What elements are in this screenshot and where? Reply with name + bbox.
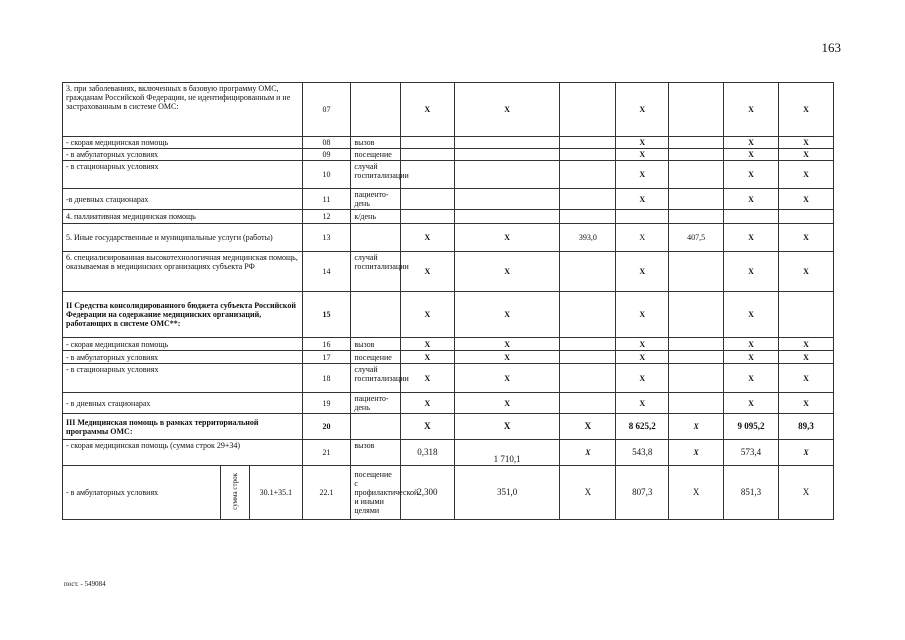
row-name: - в амбулаторных условиях [63, 351, 303, 364]
program-table [62, 82, 834, 520]
cell-value: X [400, 292, 454, 338]
cell-value: X [778, 149, 833, 161]
cell-value [454, 161, 560, 189]
row-name: - в амбулаторных условиях [63, 466, 221, 520]
cell-value: X [778, 351, 833, 364]
row-unit: пациенто-день [351, 189, 401, 210]
cell-value: 0,318 [400, 440, 454, 466]
cell-value [616, 210, 669, 224]
cell-value: X [616, 224, 669, 252]
cell-value: 9 095,2 [724, 414, 779, 440]
table-row [63, 414, 834, 440]
table-row [63, 252, 834, 292]
row-name: - скорая медицинская помощь [63, 338, 303, 351]
cell-value [669, 364, 724, 393]
cell-value: X [454, 252, 560, 292]
cell-value [778, 210, 833, 224]
row-number: 12 [302, 210, 351, 224]
cell-value: 573,4 [724, 440, 779, 466]
cell-value: X [400, 364, 454, 393]
cell-value: X [400, 252, 454, 292]
cell-value [560, 210, 616, 224]
cell-value: X [400, 393, 454, 414]
cell-value: 543,8 [616, 440, 669, 466]
cell-value: X [454, 364, 560, 393]
row-name: - скорая медицинская помощь [63, 137, 303, 149]
cell-value: 2,300 [400, 466, 454, 520]
cell-value [669, 338, 724, 351]
cell-value: X [616, 364, 669, 393]
row-unit: вызов [351, 137, 401, 149]
cell-value [454, 149, 560, 161]
row-unit: посещение [351, 149, 401, 161]
cell-value [560, 161, 616, 189]
cell-value [560, 149, 616, 161]
row-unit: вызов [351, 440, 401, 466]
cell-value: X [778, 338, 833, 351]
row-number: 19 [302, 393, 351, 414]
cell-value: X [724, 338, 779, 351]
row-unit: к/день [351, 210, 401, 224]
cell-value: X [778, 83, 833, 137]
cell-value: X [616, 83, 669, 137]
cell-value [454, 137, 560, 149]
row-unit [351, 414, 401, 440]
table-row [63, 338, 834, 351]
footer-code: пост. - 549084 [64, 580, 106, 588]
cell-value [669, 252, 724, 292]
cell-value: 351,0 [454, 466, 560, 520]
cell-value [669, 149, 724, 161]
table-row [63, 351, 834, 364]
cell-value [778, 292, 833, 338]
cell-value: X [778, 466, 833, 520]
cell-value: X [400, 83, 454, 137]
cell-value: X [778, 137, 833, 149]
row-unit: случай госпитализации [351, 252, 401, 292]
row-name: III Медицинская помощь в рамках территориальной программы ОМС: [63, 414, 303, 440]
row-formula: 30.1+35.1 [249, 466, 302, 520]
row-name: - в амбулаторных условиях [63, 149, 303, 161]
row-unit: вызов [351, 338, 401, 351]
cell-value: X [724, 351, 779, 364]
cell-value: X [669, 440, 724, 466]
table-row [63, 189, 834, 210]
cell-value: 807,3 [616, 466, 669, 520]
row-number: 13 [302, 224, 351, 252]
cell-value: X [778, 440, 833, 466]
cell-value: X [454, 83, 560, 137]
row-name: 3. при заболеваниях, включенных в базовую программу ОМС, гражданам Российской Федерации, не идентифицированным и не застрахованным в системе ОМС: [63, 83, 303, 137]
cell-value: X [724, 364, 779, 393]
table-row [63, 210, 834, 224]
row-name: -в дневных стационарах [63, 189, 303, 210]
cell-value: X [778, 189, 833, 210]
cell-value: 393,0 [560, 224, 616, 252]
cell-value: X [454, 414, 560, 440]
table-row [63, 161, 834, 189]
row-name: - скорая медицинская помощь (сумма строк 29+34) [63, 440, 303, 466]
cell-value [669, 189, 724, 210]
cell-value: X [560, 466, 616, 520]
cell-value: 8 625,2 [616, 414, 669, 440]
table-row [63, 149, 834, 161]
row-number: 20 [302, 414, 351, 440]
row-unit: посещение с профилактической и иными целями [351, 466, 401, 520]
row-number: 10 [302, 161, 351, 189]
cell-value: 1 710,1 [454, 440, 560, 466]
row-name: - в стационарных условиях [63, 161, 303, 189]
cell-value: X [724, 83, 779, 137]
cell-value [560, 364, 616, 393]
cell-value: X [724, 292, 779, 338]
cell-value [669, 161, 724, 189]
cell-value: X [616, 149, 669, 161]
vertical-label: сумма строк [230, 473, 239, 510]
cell-value: X [724, 189, 779, 210]
row-number: 11 [302, 189, 351, 210]
row-number: 17 [302, 351, 351, 364]
cell-value: X [669, 414, 724, 440]
row-number: 07 [302, 83, 351, 137]
cell-value: X [724, 224, 779, 252]
row-unit: пациенто-день [351, 393, 401, 414]
cell-value [560, 83, 616, 137]
cell-value [400, 149, 454, 161]
cell-value: X [560, 414, 616, 440]
cell-value [560, 137, 616, 149]
cell-value [724, 210, 779, 224]
cell-value [669, 351, 724, 364]
cell-value [400, 189, 454, 210]
cell-value: X [778, 224, 833, 252]
table-row [63, 83, 834, 137]
cell-value: X [616, 137, 669, 149]
cell-value [454, 189, 560, 210]
cell-value: X [400, 224, 454, 252]
table-row [63, 364, 834, 393]
cell-value: X [454, 292, 560, 338]
cell-value [560, 351, 616, 364]
cell-value: X [669, 466, 724, 520]
cell-value [400, 137, 454, 149]
cell-value: X [616, 338, 669, 351]
cell-value: X [616, 252, 669, 292]
cell-value: X [454, 224, 560, 252]
row-number: 21 [302, 440, 351, 466]
table-row [63, 137, 834, 149]
row-unit: случай госпитализации [351, 364, 401, 393]
cell-value: X [778, 364, 833, 393]
cell-value: X [616, 189, 669, 210]
row-number: 15 [302, 292, 351, 338]
row-name: 5. Иные государственные и муниципальные услуги (работы) [63, 224, 303, 252]
row-unit: посещение [351, 351, 401, 364]
cell-value [669, 83, 724, 137]
cell-value: X [778, 161, 833, 189]
cell-value: X [724, 137, 779, 149]
cell-value: X [724, 393, 779, 414]
cell-value [669, 292, 724, 338]
row-number: 08 [302, 137, 351, 149]
cell-value: X [400, 338, 454, 351]
cell-value: X [454, 351, 560, 364]
cell-value [560, 292, 616, 338]
table-row [63, 466, 834, 520]
cell-value [669, 210, 724, 224]
table-row [63, 292, 834, 338]
cell-value: X [616, 161, 669, 189]
cell-value [400, 210, 454, 224]
cell-value: 407,5 [669, 224, 724, 252]
row-name: 6. специализированная высокотехнологичная медицинская помощь, оказываемая в медицинских организациях субъекта РФ [63, 252, 303, 292]
page-number: 163 [821, 40, 841, 55]
table-row [63, 393, 834, 414]
cell-value [669, 393, 724, 414]
cell-value: 851,3 [724, 466, 779, 520]
row-name: 4. паллиативная медицинская помощь [63, 210, 303, 224]
row-number: 14 [302, 252, 351, 292]
cell-value: 89,3 [778, 414, 833, 440]
cell-value [560, 252, 616, 292]
row-name: - в дневных стационарах [63, 393, 303, 414]
cell-value [560, 338, 616, 351]
cell-value: X [724, 252, 779, 292]
row-unit: случай госпитализации [351, 161, 401, 189]
row-number: 16 [302, 338, 351, 351]
cell-value [560, 189, 616, 210]
cell-value: X [454, 393, 560, 414]
table-row [63, 224, 834, 252]
row-number: 18 [302, 364, 351, 393]
table-row [63, 440, 834, 466]
row-unit [351, 224, 401, 252]
cell-value: X [778, 393, 833, 414]
cell-value: X [400, 351, 454, 364]
cell-value [560, 393, 616, 414]
cell-value: X [724, 149, 779, 161]
cell-value: X [616, 393, 669, 414]
cell-value: X [616, 292, 669, 338]
cell-value: X [616, 351, 669, 364]
cell-value: X [778, 252, 833, 292]
row-name: II Средства консолидированного бюджета субъекта Российской Федерации на содержание медицинских организаций, работающих в системе ОМС**: [63, 292, 303, 338]
cell-value: X [724, 161, 779, 189]
row-number: 09 [302, 149, 351, 161]
cell-value: X [400, 414, 454, 440]
row-unit [351, 83, 401, 137]
cell-value [669, 137, 724, 149]
cell-value: X [560, 440, 616, 466]
row-unit [351, 292, 401, 338]
cell-value [454, 210, 560, 224]
row-number: 22.1 [302, 466, 351, 520]
row-name: - в стационарных условиях [63, 364, 303, 393]
cell-value: X [454, 338, 560, 351]
